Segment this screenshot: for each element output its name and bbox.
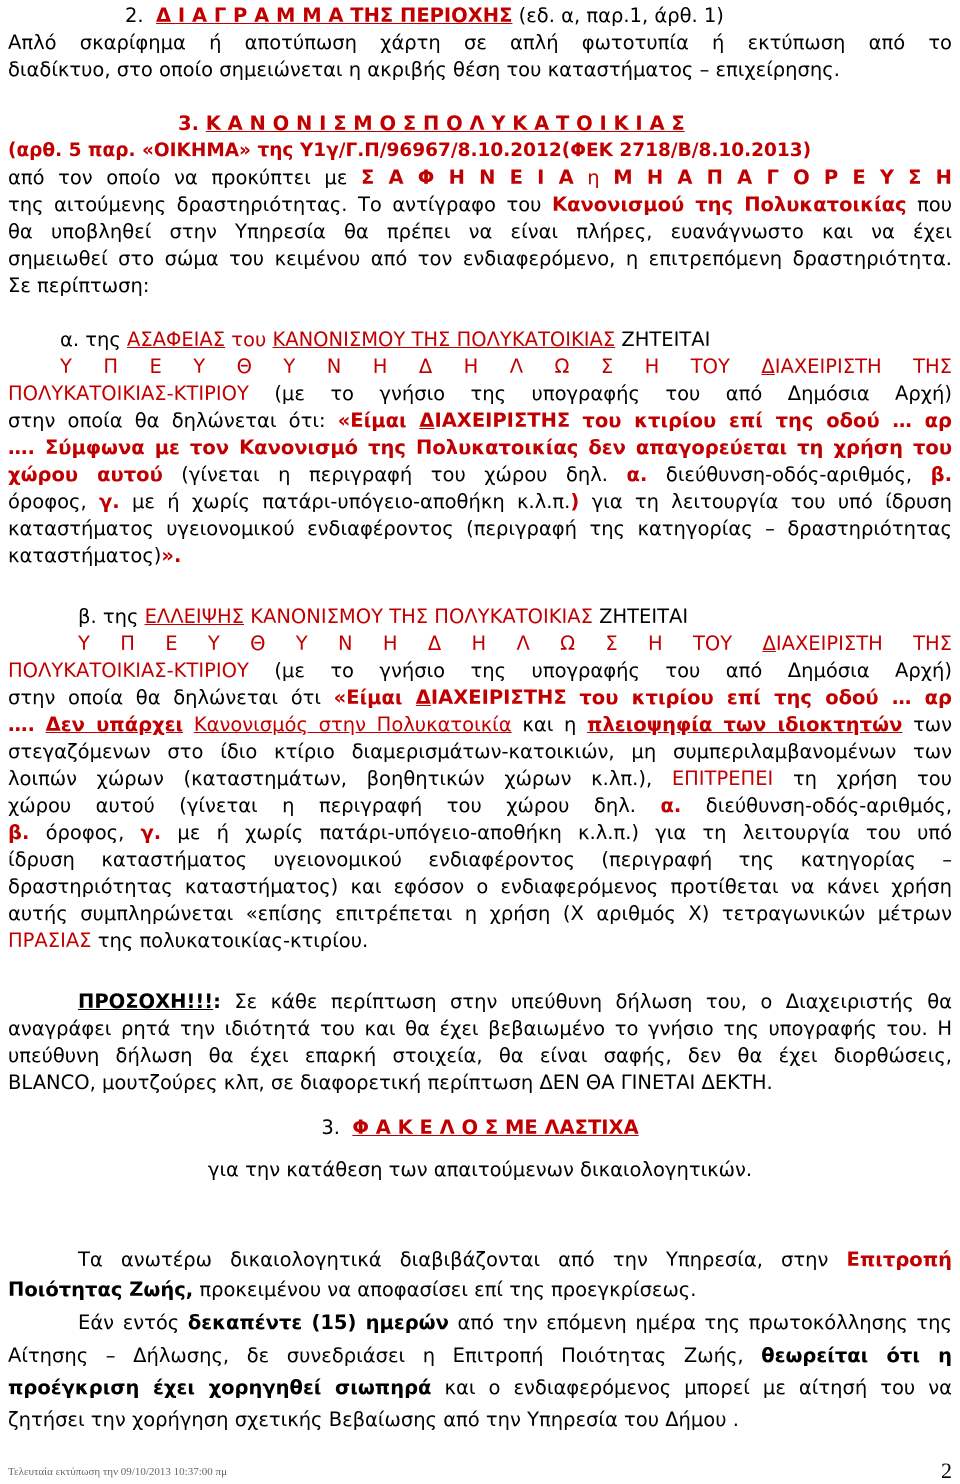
text: β. της: [78, 605, 139, 628]
paragraph-line: [8, 1276, 952, 1303]
paragraph-line: [8, 1342, 952, 1369]
text: «Είμαι: [333, 686, 403, 709]
text: (με το γνήσιο της υπογραφής του από Δημόσια Αρχή): [274, 659, 952, 682]
text: στην οποία θα δηλώνεται ότι:: [8, 409, 326, 432]
underlined-letter: Δ: [761, 355, 775, 378]
text: ».: [161, 544, 182, 567]
paragraph-line: [8, 164, 952, 191]
section-reference: (αρθ. 5 παρ. «ΟΙΚΗΜΑ» της Υ1γ/Γ.Π/96967/8.10.2012(ΦΕΚ 2718/Β/8.10.2013): [8, 140, 812, 161]
text: γ.: [99, 490, 120, 513]
text: χώρου αυτού (γίνεται η περιγραφή του χώρου δηλ.: [8, 794, 636, 817]
text: [761, 355, 952, 378]
text: ….: [8, 713, 35, 736]
paragraph-line: αυτής συμπληρώνεται «επίσης επιτρέπεται η χρήση (Χ αριθμός Χ) τετραγωνικών μέτρων: [8, 902, 952, 925]
paragraph-line: ίδρυση καταστήματος υγειονομικού ενδιαφέροντος (περιγραφή της κατηγορίας –: [8, 848, 952, 871]
text: καταστήματος): [8, 544, 162, 567]
paragraph-line: [60, 353, 952, 380]
text: [338, 409, 571, 432]
underlined-letter: Δ: [415, 686, 431, 709]
emphasis-regulation: ΚΑΝΟΝΙΣΜΟΥ ΤΗΣ ΠΟΛΥΚΑΤΟΙΚΙΑΣ: [272, 328, 616, 351]
paragraph-line: [8, 819, 952, 846]
text: στην οποία θα δηλώνεται ότι: [8, 686, 321, 709]
text: ΙΑΧΕΙΡΙΣΤΗ ΤΗΣ: [775, 632, 952, 655]
section-title: Δ Ι Α Γ Ρ Α Μ Μ Α ΤΗΣ ΠΕΡΙΟΧΗΣ: [156, 4, 513, 27]
text: ΕΠΙΤΡΕΠΕΙ: [671, 767, 774, 790]
text: «Είμαι: [337, 409, 407, 432]
text: Σε κάθε περίπτωση στην υπεύθυνη δήλωση του, ο Διαχειριστής θα: [234, 990, 952, 1013]
text: η: [587, 166, 600, 189]
section-3-heading: [178, 110, 685, 137]
paragraph-line: [8, 191, 952, 218]
section-number: 2.: [125, 4, 144, 27]
paragraph-line: Σε περίπτωση:: [8, 274, 150, 297]
text: [334, 686, 567, 709]
text: α.: [660, 794, 682, 817]
section-number: 3.: [321, 1116, 340, 1139]
text: Ποιότητας Ζωής,: [8, 1278, 194, 1301]
text: ΚΑΝΟΝΙΣΜΟΥ ΤΗΣ ΠΟΛΥΚΑΤΟΙΚΙΑΣ: [250, 605, 593, 628]
text: διεύθυνση-οδός-αριθμός,: [705, 794, 953, 817]
text: α. της: [60, 328, 121, 351]
text: Δεν υπάρχει: [45, 713, 184, 736]
text: ΙΑΧΕΙΡΙΣΤΗ ΤΗΣ: [774, 355, 952, 378]
text: όροφος,: [8, 490, 87, 513]
footer-print-info: Τελευταία εκτύπωση την 09/10/2013 10:37:00 πμ: [8, 1466, 227, 1478]
text: ….: [8, 436, 35, 459]
emphasis-ambiguity: ΑΣΑΦΕΙΑΣ: [127, 328, 226, 351]
folder-heading: [8, 1114, 952, 1141]
text: από την επόμενη ημέρα της πρωτοκόλλησης της: [457, 1311, 952, 1334]
text: λοιπών χώρων (καταστημάτων, βοηθητικών χώρων κ.λπ.),: [8, 767, 653, 790]
paragraph-line: [8, 1374, 952, 1401]
folder-subtitle: για την κατάθεση των απαιτούμενων δικαιολογητικών.: [207, 1158, 753, 1181]
paragraph-line: [8, 461, 952, 488]
text: και η: [522, 713, 577, 736]
text: από τον οποίο να προκύπτει με: [8, 166, 348, 189]
text: τη χρήση του: [792, 767, 953, 790]
paragraph-line: στεγαζόμενων στο ίδιο κτίριο διαμερισμάτων-κατοικιών, μη συμπεριλαμβανομένων των: [8, 740, 952, 763]
paragraph-line: [8, 792, 952, 819]
paragraph-line: [78, 630, 952, 657]
text: ΖΗΤΕΙΤΑΙ: [621, 328, 711, 351]
paragraph-line: [78, 1246, 952, 1273]
text: ΠΡΑΣΙΑΣ: [8, 929, 92, 952]
section-number: 3.: [178, 112, 199, 135]
text: ΙΑΧΕΙΡΙΣΤΗΣ: [430, 686, 567, 709]
text: και ο ενδιαφερόμενος μπορεί με αίτησή του να: [444, 1376, 952, 1399]
text: [763, 632, 952, 655]
text: ΠΟΛΥΚΑΤΟΙΚΙΑΣ-ΚΤΙΡΙΟΥ: [8, 659, 249, 682]
page-number: 2: [941, 1458, 952, 1483]
text: ΤΟΥ: [690, 355, 730, 378]
paragraph-line: διαδίκτυο, στο οποίο σημειώνεται η ακριβής θέση του καταστήματος – επιχείρησης.: [8, 58, 840, 81]
section-title: Κ Α Ν Ο Ν Ι Σ Μ Ο Σ Π Ο Λ Υ Κ Α Τ Ο Ι Κ Ι Α Σ: [205, 112, 685, 135]
text: των: [913, 713, 953, 736]
text: :: [213, 990, 221, 1013]
case-b-heading: [78, 603, 688, 630]
paragraph-line: θα υποβληθεί στην Υπηρεσία θα πρέπει να είναι πλήρες, ευανάγνωστο και να έχει: [8, 220, 952, 243]
paragraph-line: [8, 657, 952, 684]
text: ΙΑΧΕΙΡΙΣΤΗΣ: [434, 409, 571, 432]
text: ΠΟΛΥΚΑΤΟΙΚΙΑΣ-ΚΤΙΡΙΟΥ: [8, 382, 249, 405]
section-2-heading: [125, 2, 724, 29]
text: α.: [626, 463, 648, 486]
paragraph-line: [8, 380, 952, 407]
case-a-heading: [60, 326, 710, 353]
text: β.: [8, 821, 30, 844]
text: Σύμφωνα με τον Κανονισμό της Πολυκατοικίας δεν απαγορεύεται τη χρήση του: [44, 436, 952, 459]
text: του κτιρίου επί της οδού … αρ: [579, 686, 952, 709]
text: Το αντίγραφο του: [357, 193, 542, 216]
paragraph-line: [8, 488, 952, 515]
section-reference: (εδ. α, παρ.1, άρθ. 1): [518, 4, 724, 27]
text: προκειμένου να αποφασίσει επί της προεγκρίσεως.: [199, 1278, 697, 1301]
emphasis-regulation: Κανονισμού της Πολυκατοικίας: [551, 193, 907, 216]
emphasis-no-prohibition: Μ Η Α Π Α Γ Ο Ρ Ε Υ Σ Η: [613, 166, 952, 189]
warning-label: ΠΡΟΣΟΧΗ!!!: [78, 990, 214, 1013]
paragraph-line: [78, 1309, 952, 1336]
text: με ή χωρίς πατάρι-υπόγειο-αποθήκη κ.λ.π.: [132, 490, 571, 513]
section-title: Φ Α Κ Ε Λ Ο Σ ΜΕ ΛΑΣΤΙΧΑ: [352, 1116, 639, 1139]
text: που: [917, 193, 953, 216]
text: Εάν εντός: [78, 1311, 180, 1334]
text: προέγκριση έχει χορηγηθεί σιωπηρά: [8, 1376, 432, 1399]
paragraph-line: [8, 711, 952, 738]
text: διεύθυνση-οδός-αριθμός,: [665, 463, 913, 486]
paragraph-line: [8, 407, 952, 434]
text: ΖΗΤΕΙΤΑΙ: [599, 605, 689, 628]
text: β.: [930, 463, 953, 486]
paragraph-line: [8, 684, 952, 711]
text: Κανονισμός στην Πολυκατοικία: [193, 713, 512, 736]
paragraph-line: σημειωθεί στο σώμα του κειμένου από τον ενδιαφερόμενο, η επιτρεπόμενη δραστηριότητα.: [8, 247, 952, 270]
underlined-letter: Δ: [419, 409, 435, 432]
declaration-title: Υ Π Ε Υ Θ Υ Ν Η Δ Η Λ Ω Σ Η: [60, 355, 660, 378]
paragraph-line: [8, 765, 952, 792]
warning-paragraph: [78, 988, 952, 1015]
text: Επιτροπή: [846, 1248, 952, 1271]
text: της αιτούμενης δραστηριότητας.: [8, 193, 348, 216]
paragraph-line: [8, 927, 952, 954]
text: (γίνεται η περιγραφή του χώρου δηλ.: [181, 463, 609, 486]
text: γ.: [140, 821, 162, 844]
text: του κτιρίου επί της οδού … αρ: [582, 409, 953, 432]
emphasis-absence: ΕΛΛΕΙΨΗΣ: [144, 605, 244, 628]
text: θεωρείται ότι η: [761, 1344, 952, 1367]
text: (με το γνήσιο της υπογραφής του από Δημόσια Αρχή): [274, 382, 952, 405]
text: όροφος,: [45, 821, 125, 844]
emphasis-clarity: Σ Α Φ Η Ν Ε Ι Α: [361, 166, 574, 189]
text: για τη λειτουργία του υπό ίδρυση: [591, 490, 953, 513]
text: του: [231, 328, 267, 351]
text: της πολυκατοικίας-κτιρίου.: [97, 929, 369, 952]
paragraph-line: [8, 434, 952, 461]
text: ΤΟΥ: [693, 632, 733, 655]
paragraph-line: καταστήματος υγειονομικού ενδιαφέροντος (περιγραφή της κατηγορίας – δραστηριότητας: [8, 517, 952, 540]
text: χώρου αυτού: [8, 463, 163, 486]
text: πλειοψηφία των ιδιοκτητών: [587, 713, 903, 736]
declaration-title: Υ Π Ε Υ Θ Υ Ν Η Δ Η Λ Ω Σ Η: [78, 632, 663, 655]
text: ): [570, 490, 580, 513]
text: δεκαπέντε (15) ημερών: [187, 1311, 449, 1334]
paragraph-line: ζητήσει την χορήγηση σχετικής Βεβαίωσης από την Υπηρεσία του Δήμου .: [8, 1408, 739, 1431]
underlined-letter: Δ: [762, 632, 776, 655]
paragraph-line: Απλό σκαρίφημα ή αποτύπωση χάρτη σε απλή φωτοτυπία ή εκτύπωση από το: [8, 31, 952, 54]
text: Αίτησης – Δήλωσης, δε συνεδριάσει η Επιτροπή Ποιότητας Ζωής,: [8, 1344, 744, 1367]
text: Τα ανωτέρω δικαιολογητικά διαβιβάζονται από την Υπηρεσία, στην: [78, 1248, 829, 1271]
paragraph-line: [8, 542, 952, 569]
text: με ή χωρίς πατάρι-υπόγειο-αποθήκη κ.λ.π.) για τη λειτουργία του υπό: [177, 821, 953, 844]
paragraph-line: αναγράφει ρητά την ιδιότητά του και θα έχει βεβαιωμένο το γνήσιο της υπογραφής του. Η: [8, 1017, 952, 1040]
paragraph-line: υπεύθυνη δήλωση θα έχει επαρκή στοιχεία, θα είναι σαφής, δεν θα έχει διορθώσεις,: [8, 1044, 952, 1067]
paragraph-line: δραστηριότητας καταστήματος) και εφόσον ο ενδιαφερόμενος προτίθεται να κάνει χρήση: [8, 875, 952, 898]
paragraph-line: BLANCO, μουτζούρες κλπ, σε διαφορετική περίπτωση ΔΕΝ ΘΑ ΓΙΝΕΤΑΙ ΔΕΚΤΗ.: [8, 1071, 773, 1094]
